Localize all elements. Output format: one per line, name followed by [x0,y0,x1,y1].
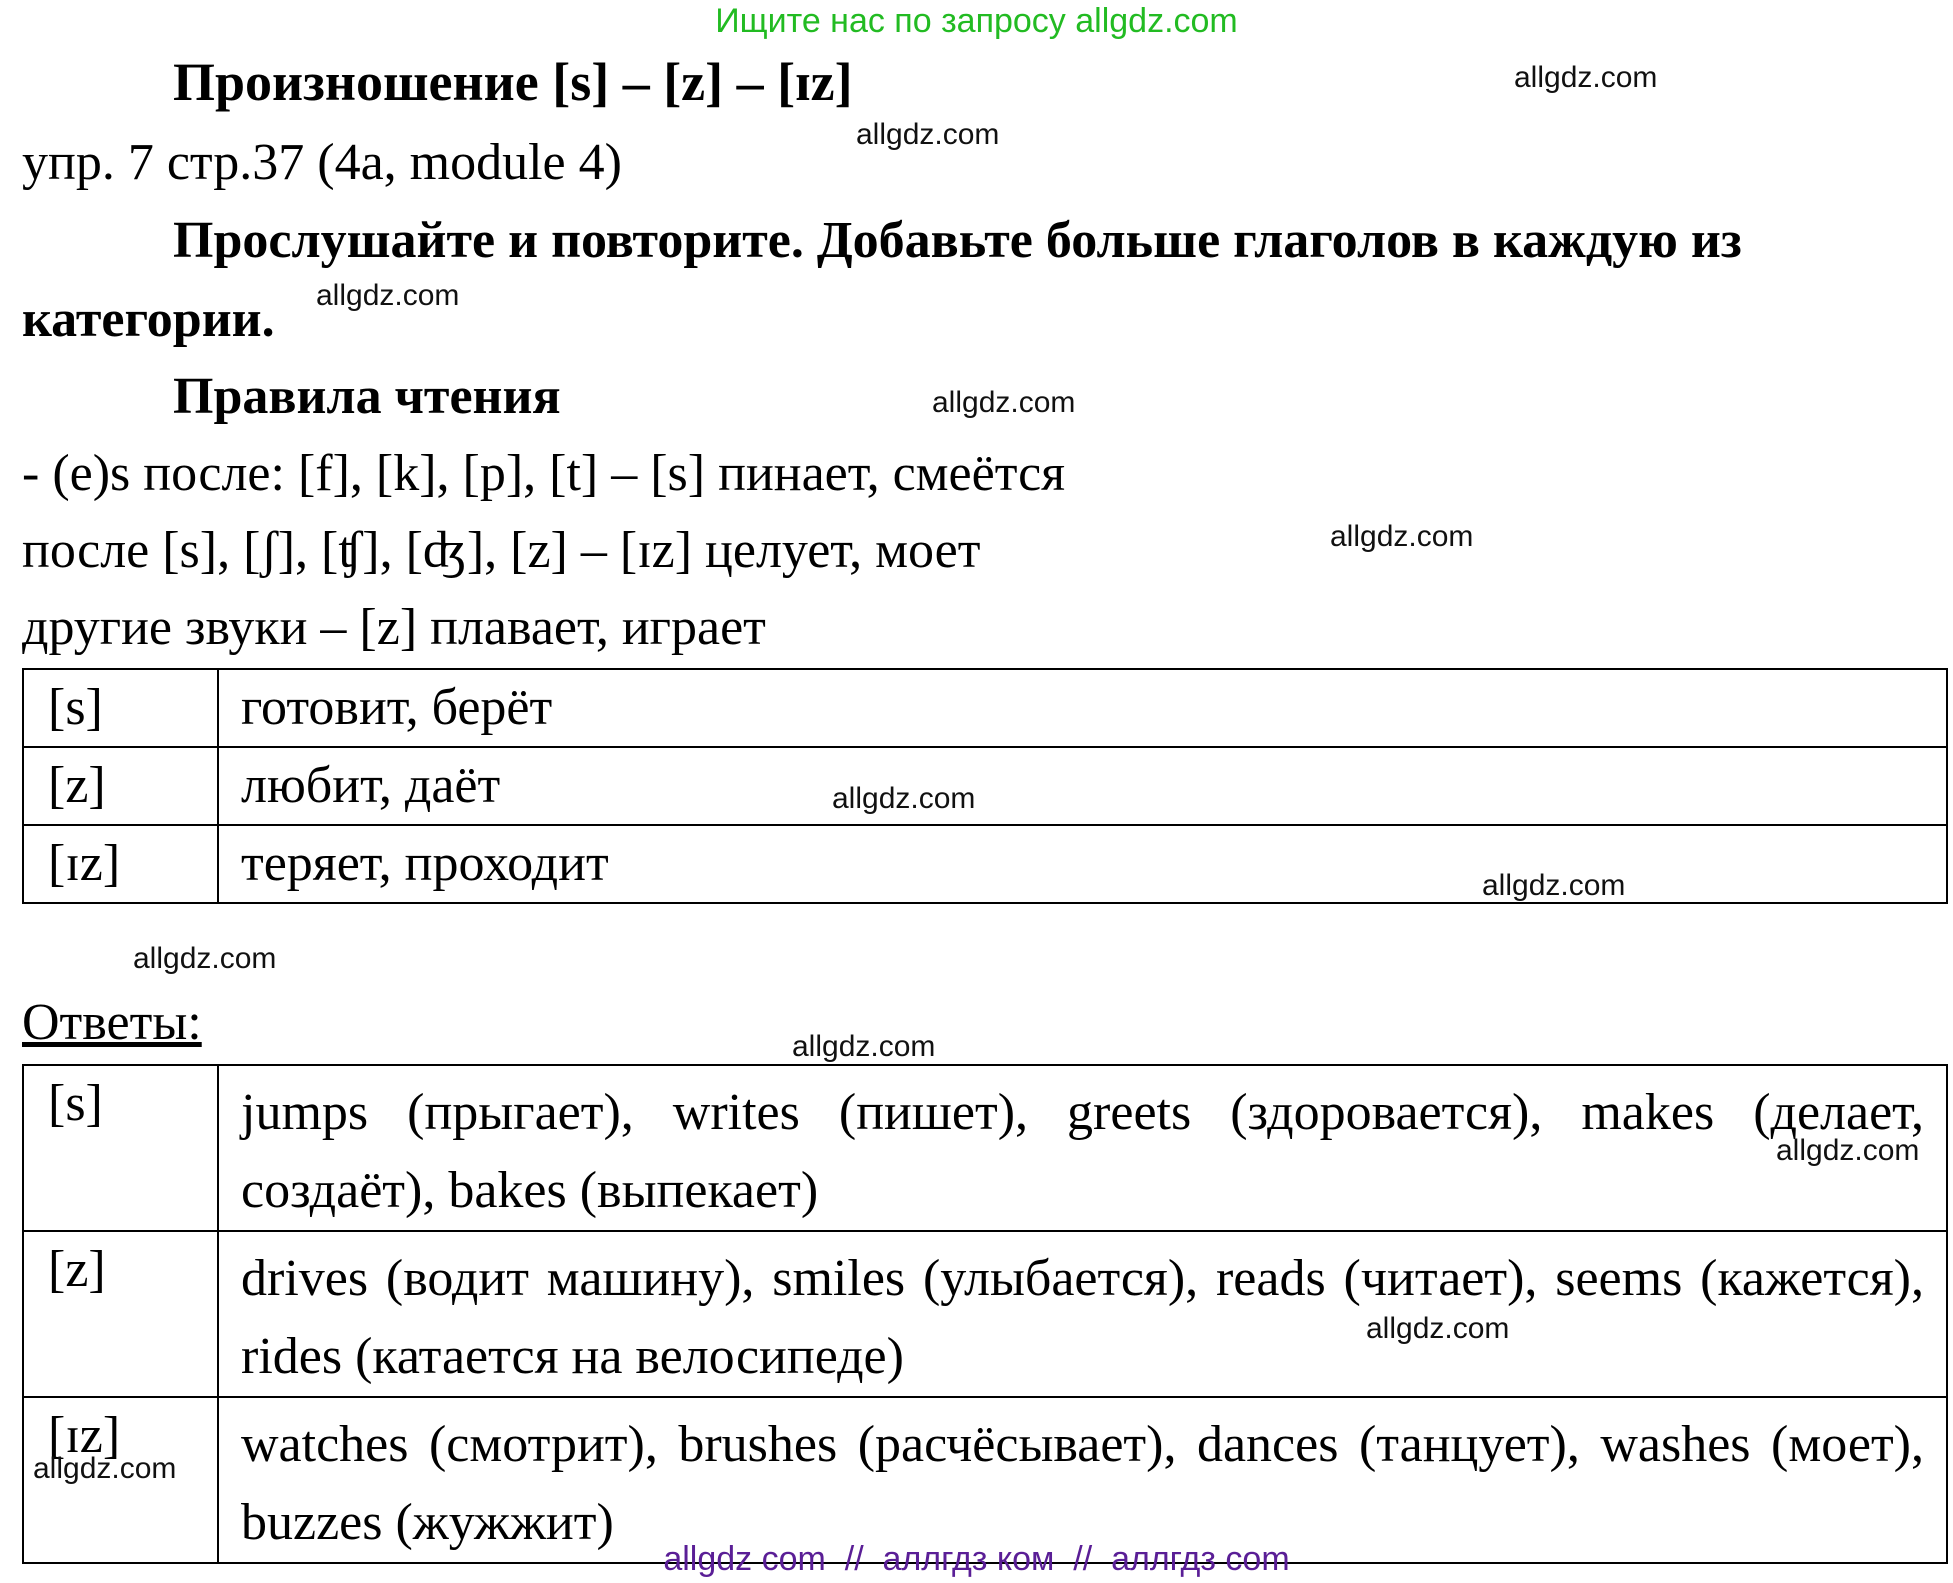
watermark: allgdz.com [1514,61,1658,94]
page-title: Произношение [s] – [z] – [ɪz] [173,52,853,112]
watermark: allgdz.com [932,386,1076,419]
words-cell: watches (смотрит), brushes (расчёсывает), dances (танцует), washes (моет), buzzes (жужжит) [218,1397,1947,1563]
watermark: allgdz.com [792,1030,936,1063]
sound-cell: [z] [23,747,218,825]
sound-cell: [ɪz] [23,825,218,903]
sound-cell: [s] [23,669,218,747]
watermark: allgdz.com [133,942,277,975]
watermark: allgdz.com [832,782,976,815]
words-cell: теряет, проходит [218,825,1947,903]
table-row [23,1231,1947,1397]
watermark: allgdz.com [1776,1134,1920,1167]
watermark: allgdz.com [1482,869,1626,902]
table-row [23,1397,1947,1563]
search-banner: Ищите нас по запросу allgdz.com [715,2,1238,40]
sound-cell: [s] [23,1065,218,1231]
sound-cell: [ɪz] [23,1397,218,1563]
rules-heading: Правила чтения [173,368,561,425]
watermark: allgdz.com [33,1452,177,1485]
words-cell: jumps (прыгает), writes (пишет), greets (здоровается), makes (делает, создаёт), bakes (выпекает) [218,1065,1947,1231]
words-cell: любит, даёт [218,747,1947,825]
footer-links: allgdz com // аллгдз ком // аллгдз com [663,1540,1290,1578]
rule-line: после [s], [ʃ], [ʧ], [ʤ], [z] – [ɪz] целует, моет [22,522,981,579]
exercise-reference: упр. 7 стр.37 (4a, module 4) [22,134,622,191]
answers-heading: Ответы: [22,994,202,1051]
answers-table [22,1064,1948,1564]
task-text-line-2: категории. [22,291,275,348]
watermark: allgdz.com [1330,520,1474,553]
watermark: allgdz.com [856,118,1000,151]
words-cell: готовит, берёт [218,669,1947,747]
rule-line: - (e)s после: [f], [k], [p], [t] – [s] пинает, смеётся [22,445,1066,502]
sound-cell: [z] [23,1231,218,1397]
rules-table [22,668,1948,904]
watermark: allgdz.com [1366,1312,1510,1345]
watermark: allgdz.com [316,279,460,312]
task-text-line-1: Прослушайте и повторите. Добавьте больше глаголов в каждую из [173,212,1742,269]
table-row [23,747,1947,825]
words-cell: drives (водит машину), smiles (улыбается), reads (читает), seems (кажется), rides (катается на велосипеде) [218,1231,1947,1397]
table-row [23,1065,1947,1231]
table-row [23,825,1947,903]
table-row [23,669,1947,747]
rule-line: другие звуки – [z] плавает, играет [22,599,766,656]
